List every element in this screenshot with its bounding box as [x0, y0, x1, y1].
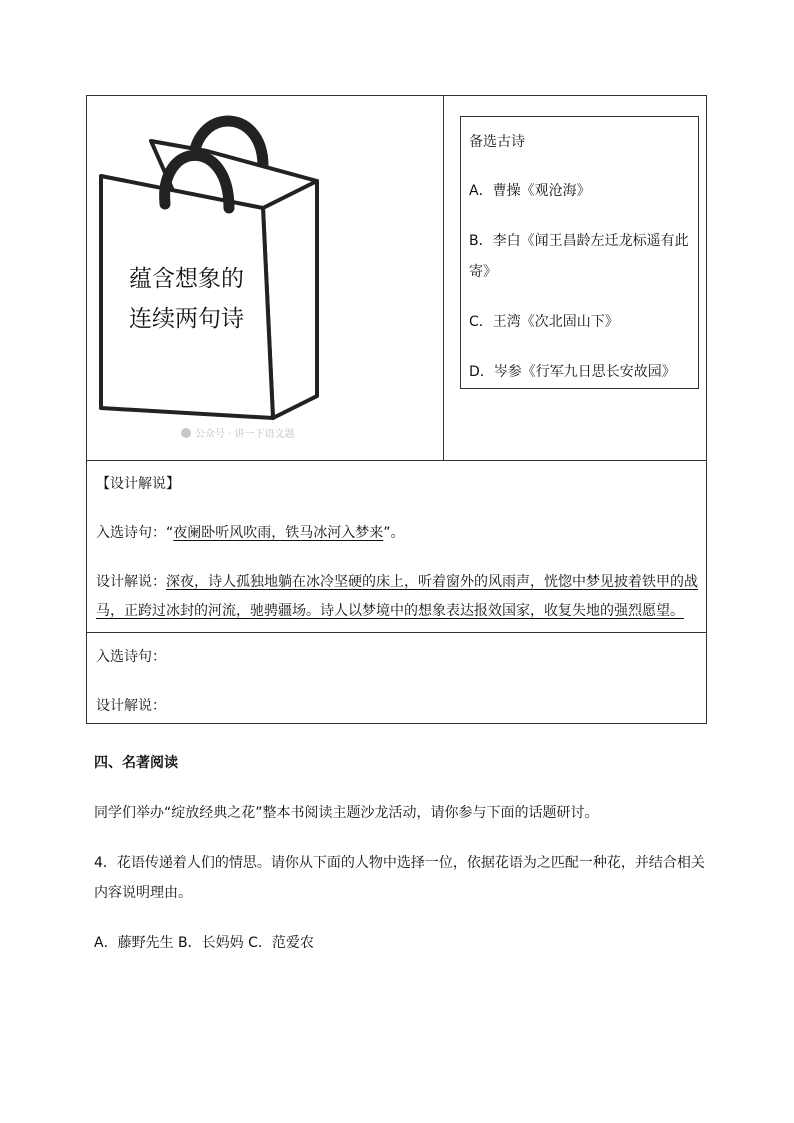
section-title: 四、名著阅读 — [94, 755, 178, 771]
selected-poem-close-quote: ”。 — [383, 525, 405, 541]
question4-choices: A．藤野先生 B．长妈妈 C．范爱农 — [94, 935, 314, 951]
bag-cell — [87, 96, 443, 460]
explanation-label: 设计解说： — [96, 574, 166, 590]
design-explanation-cell — [87, 461, 706, 632]
selected-poem-open-quote: “ — [166, 525, 174, 541]
shopping-bag-illustration — [87, 96, 443, 460]
section-intro: 同学们举办“绽放经典之花”整本书阅读主题沙龙活动，请你参与下面的话题研讨。 — [94, 805, 599, 821]
option-b-line2: 寄》 — [469, 264, 497, 280]
bag-text-line1: 蕴含想象的 — [129, 266, 244, 292]
options-cell — [444, 96, 707, 460]
option-a: A．曹操《观沧海》 — [469, 183, 591, 199]
design-header: 【设计解说】 — [96, 476, 180, 492]
explanation-text2: 马，正跨过冰封的河流，驰骋疆场。诗人以梦境中的想象表达报效国家，收复失地的强烈愿望。 — [96, 603, 684, 619]
selected-poem-text: 夜阑卧听风吹雨，铁马冰河入梦来 — [173, 525, 384, 541]
explanation-line1 — [96, 571, 698, 591]
option-b-line1: B．李白《闻王昌龄左迁龙标遥有此 — [469, 233, 689, 249]
selected-poem-label: 入选诗句： — [96, 525, 166, 541]
design-table — [86, 95, 707, 724]
options-header: 备选古诗 — [469, 134, 525, 150]
option-d: D．岑参《行军九日思长安故园》 — [469, 364, 676, 380]
option-c: C．王湾《次北固山下》 — [469, 314, 619, 330]
blank-explain-label: 设计解说： — [96, 698, 166, 714]
options-box — [460, 116, 699, 389]
selected-poem-line — [96, 522, 405, 542]
question4-line1: 4．花语传递着人们的情思。请你从下面的人物中选择一位，依据花语为之匹配一种花，并结合相关 — [94, 855, 705, 871]
wechat-icon — [181, 428, 191, 438]
explanation-text1: 深夜，诗人孤独地躺在冰冷坚硬的床上，听着窗外的风雨声，恍惚中梦见披着铁甲的战 — [166, 574, 698, 590]
explanation-line2 — [96, 600, 684, 620]
bag-text-line2: 连续两句诗 — [129, 306, 244, 332]
bag-front-panel — [101, 176, 273, 418]
blank-answer-cell — [87, 633, 706, 723]
blank-selected-label: 入选诗句： — [96, 649, 166, 665]
watermark-text: 公众号 · 讲一下语文题 — [195, 429, 295, 440]
question4-line2: 内容说明理由。 — [94, 885, 192, 901]
